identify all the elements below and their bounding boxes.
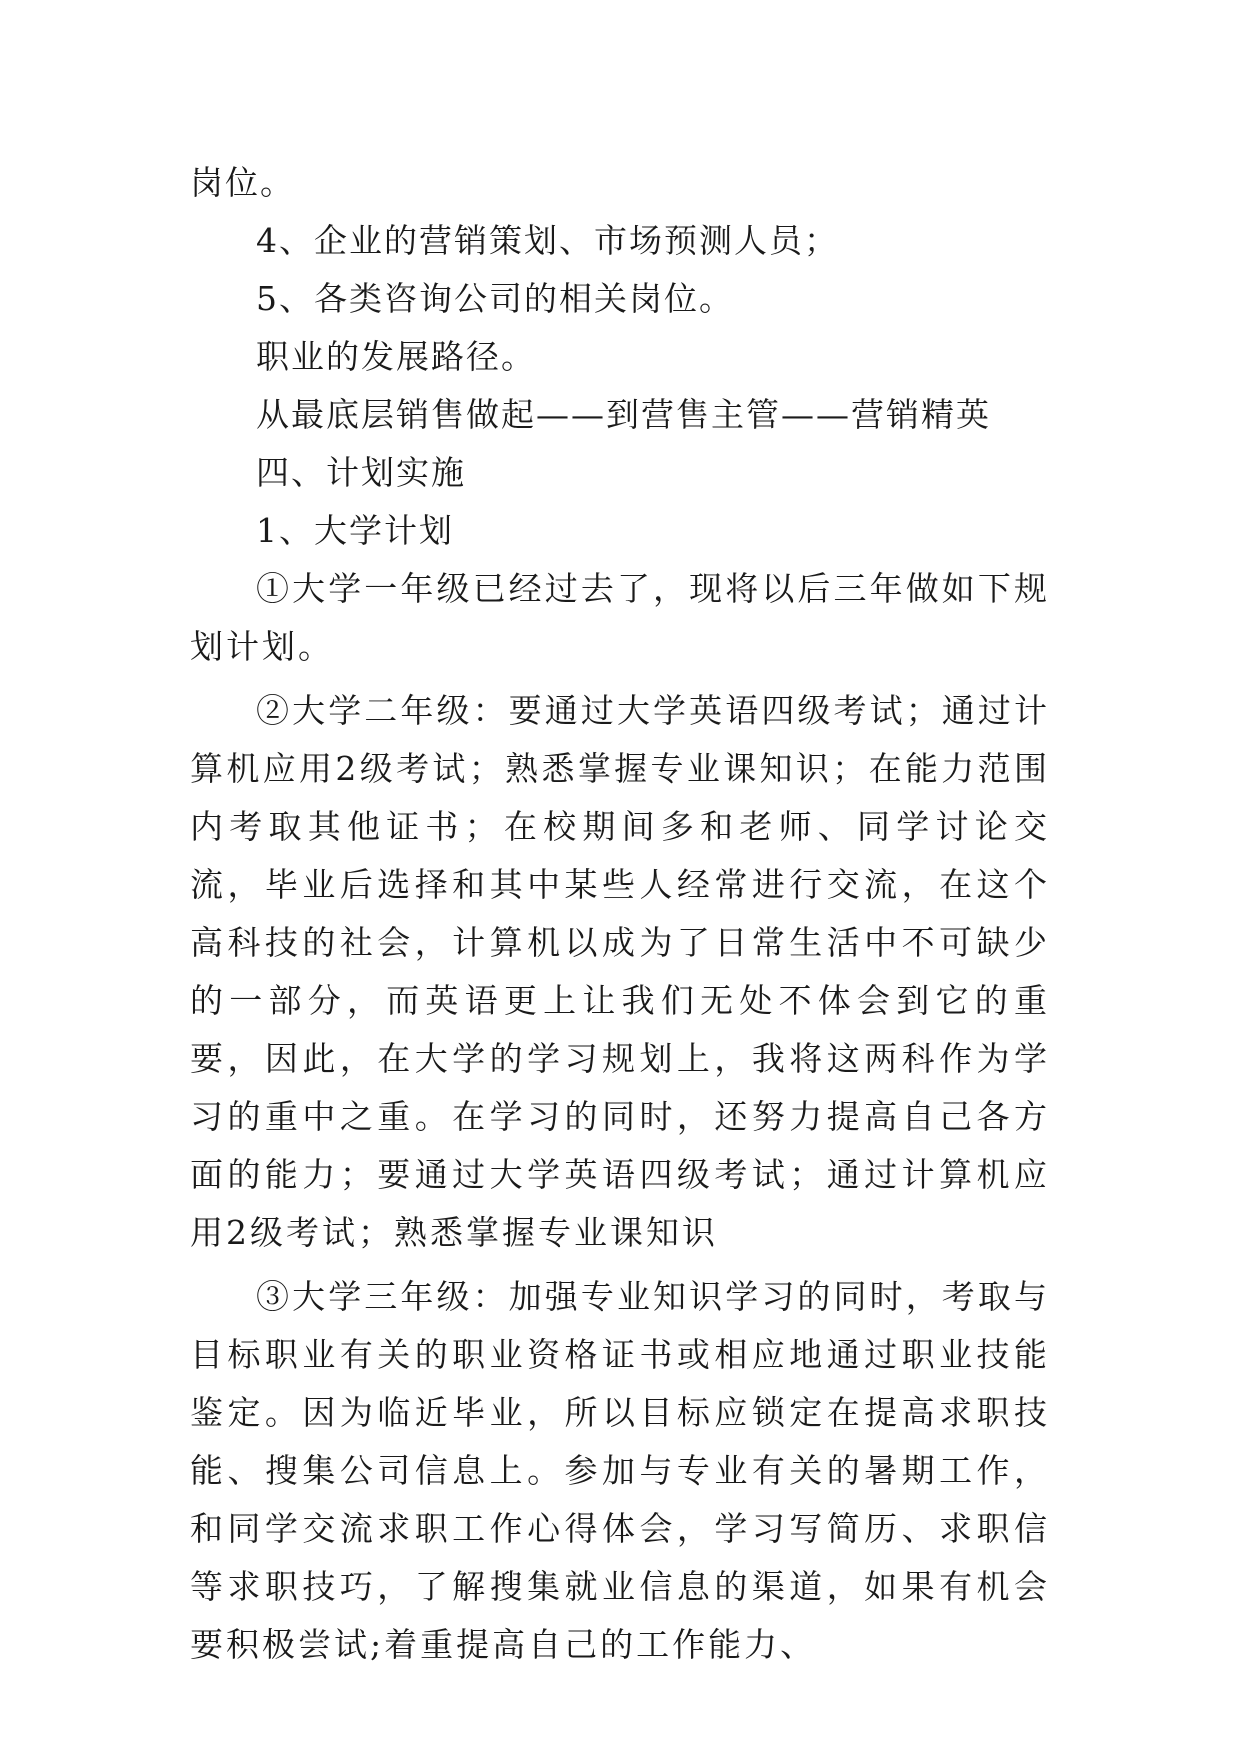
section-heading-plan: 四、计划实施: [256, 453, 466, 492]
text-line: 岗位。: [190, 163, 295, 202]
paragraph-year-three: ③大学三年级：加强专业知识学习的同时，考取与目标职业有关的职业资格证书或相应地通过职业技能鉴定。因为临近毕业，所以目标应锁定在提高求职技能、搜集公司信息上。参加与专业有关的暑期工作，和同学交流求职工作心得体会，学习写简历、求职信等求职技巧，了解搜集就业信息的渠道，如果有机会要积极尝试;着重提高自己的工作能力、: [190, 1277, 1050, 1664]
career-path-heading: 职业的发展路径。: [256, 337, 536, 376]
list-item-consulting: 5、各类咨询公司的相关岗位。: [256, 279, 734, 318]
list-item-marketing-planner: 4、企业的营销策划、市场预测人员；: [256, 221, 839, 260]
subsection-heading-college-plan: 1、大学计划: [256, 511, 454, 550]
paragraph-year-one: ①大学一年级已经过去了，现将以后三年做如下规划计划。: [190, 569, 1050, 666]
career-path-text: 从最底层销售做起——到营售主管——营销精英: [256, 395, 991, 434]
paragraph-year-two: ②大学二年级：要通过大学英语四级考试；通过计算机应用2级考试；熟悉掌握专业课知识；在能力范围内考取其他证书；在校期间多和老师、同学讨论交流，毕业后选择和其中某些人经常进行交流，在这个高科技的社会，计算机以成为了日常生活中不可缺少的一部分，而英语更上让我们无处不体会到它的重要，因此，在大学的学习规划上，我将这两科作为学习的重中之重。在学习的同时，还努力提高自己各方面的能力；要通过大学英语四级考试；通过计算机应用2级考试；熟悉掌握专业课知识: [190, 691, 1050, 1252]
document-page: [190, 154, 1050, 1674]
